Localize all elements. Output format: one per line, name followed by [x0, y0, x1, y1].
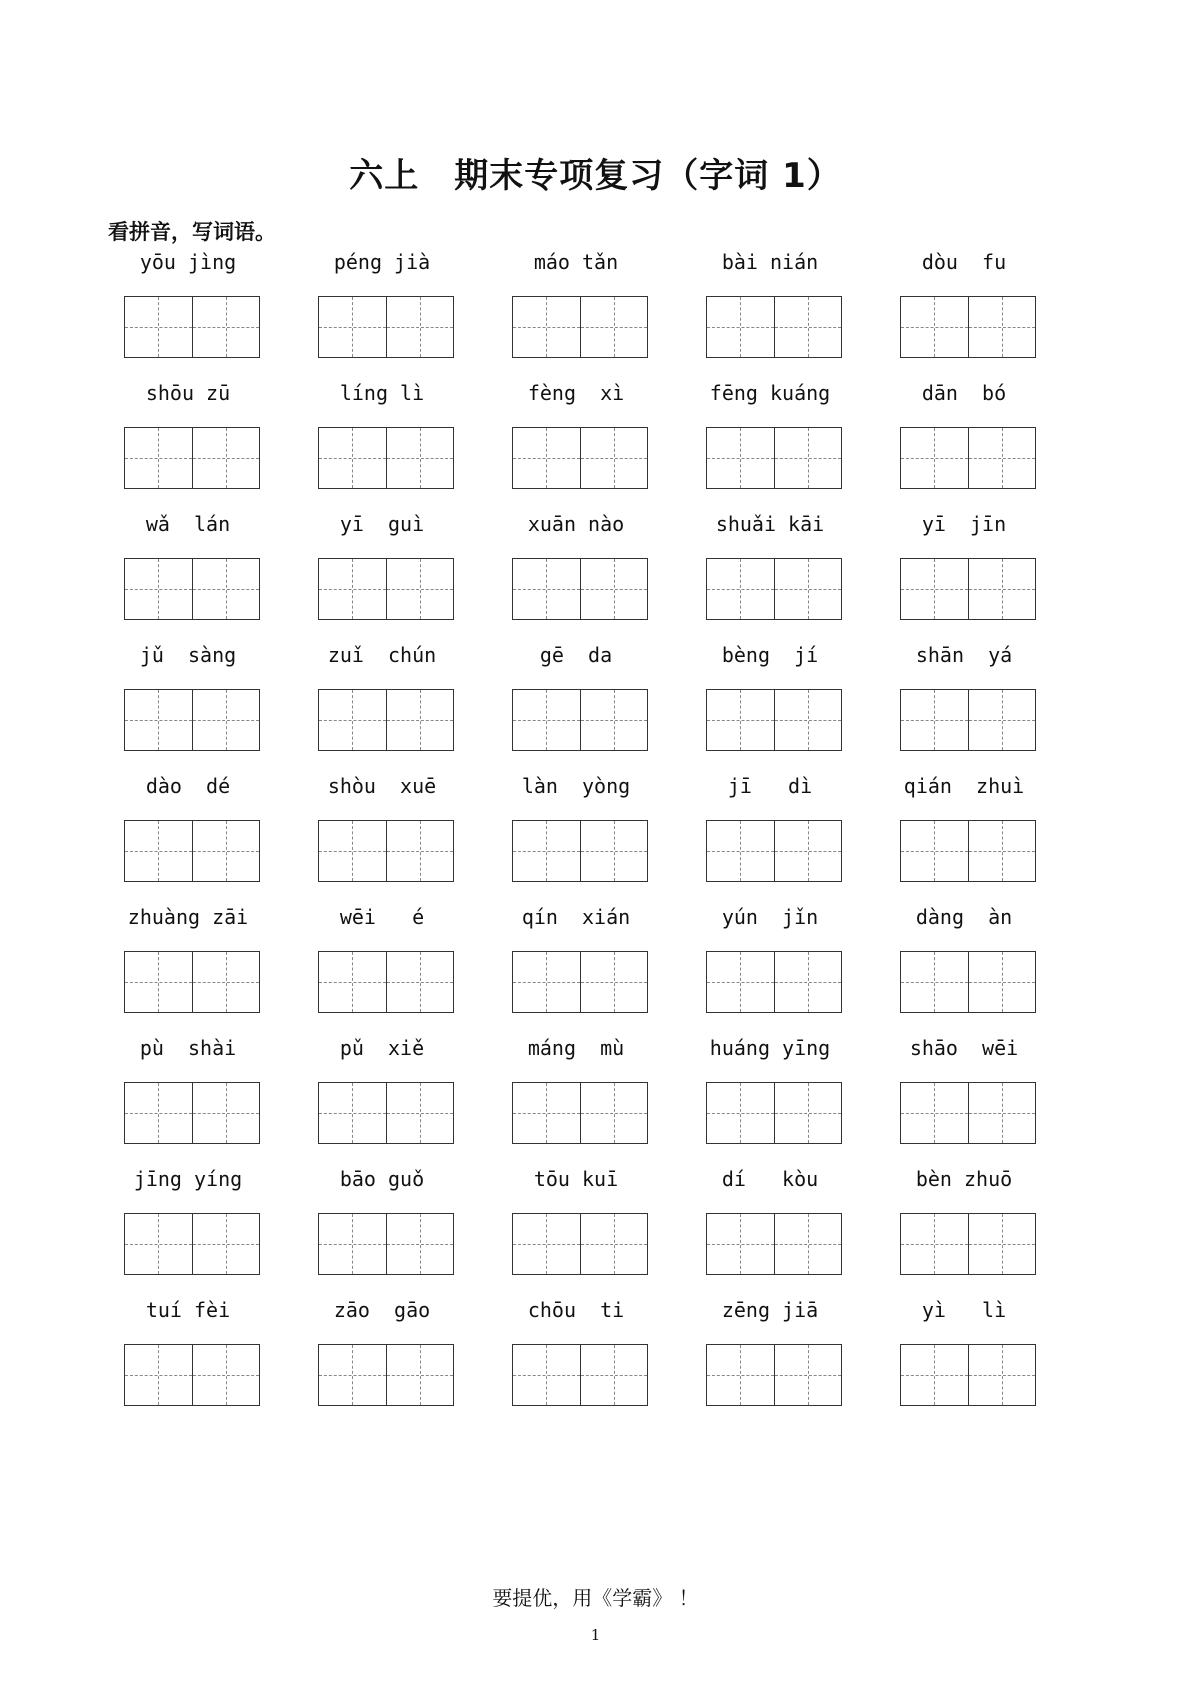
- writing-boxes: [318, 951, 454, 1013]
- pinyin-label: zuǐ chún: [327, 643, 437, 667]
- character-box[interactable]: [513, 1083, 580, 1143]
- character-box[interactable]: [192, 1083, 260, 1143]
- writing-boxes: [512, 1213, 648, 1275]
- word-item: [88, 905, 288, 1045]
- pinyin-label: líng lì: [339, 381, 425, 405]
- character-box[interactable]: [386, 297, 454, 357]
- writing-boxes: [900, 296, 1036, 358]
- character-box[interactable]: [707, 297, 774, 357]
- pinyin-label: jǔ sàng: [139, 643, 237, 667]
- character-box[interactable]: [774, 690, 842, 750]
- pinyin-label: fèng xì: [527, 381, 625, 405]
- character-box[interactable]: [319, 1083, 386, 1143]
- writing-boxes: [900, 1082, 1036, 1144]
- writing-boxes: [318, 427, 454, 489]
- character-box[interactable]: [192, 428, 260, 488]
- word-item: [476, 1298, 676, 1438]
- character-box[interactable]: [319, 1214, 386, 1274]
- pinyin-label: qián zhuì: [903, 774, 1025, 798]
- writing-boxes: [124, 296, 260, 358]
- word-item: [670, 512, 870, 652]
- character-box[interactable]: [192, 821, 260, 881]
- character-box[interactable]: [580, 821, 648, 881]
- pinyin-label: jī dì: [727, 774, 813, 798]
- character-box[interactable]: [580, 690, 648, 750]
- character-box[interactable]: [707, 690, 774, 750]
- writing-boxes: [512, 951, 648, 1013]
- writing-boxes: [706, 1082, 842, 1144]
- character-box[interactable]: [968, 1214, 1036, 1274]
- pinyin-label: tōu kuī: [533, 1167, 619, 1191]
- word-item: [476, 512, 676, 652]
- pinyin-label: gē da: [539, 643, 613, 667]
- word-item: [864, 250, 1064, 390]
- character-box[interactable]: [774, 559, 842, 619]
- writing-boxes: [706, 1344, 842, 1406]
- character-box[interactable]: [125, 1083, 192, 1143]
- word-item: [88, 381, 288, 521]
- pinyin-label: zēng jiā: [721, 1298, 819, 1322]
- word-item: [88, 1298, 288, 1438]
- character-box[interactable]: [580, 1214, 648, 1274]
- writing-boxes: [706, 296, 842, 358]
- word-item: [282, 1036, 482, 1176]
- character-box[interactable]: [707, 952, 774, 1012]
- word-item: [282, 1167, 482, 1307]
- character-box[interactable]: [513, 952, 580, 1012]
- character-box[interactable]: [968, 690, 1036, 750]
- pinyin-label: yún jǐn: [721, 905, 819, 929]
- word-item: [282, 905, 482, 1045]
- writing-boxes: [706, 820, 842, 882]
- character-box[interactable]: [125, 690, 192, 750]
- character-box[interactable]: [901, 1214, 968, 1274]
- character-box[interactable]: [386, 559, 454, 619]
- writing-boxes: [900, 558, 1036, 620]
- character-box[interactable]: [319, 952, 386, 1012]
- character-box[interactable]: [386, 1345, 454, 1405]
- pinyin-label: yī jīn: [921, 512, 1007, 536]
- character-box[interactable]: [125, 297, 192, 357]
- character-box[interactable]: [580, 1083, 648, 1143]
- character-box[interactable]: [319, 690, 386, 750]
- character-box[interactable]: [125, 1345, 192, 1405]
- writing-boxes: [512, 296, 648, 358]
- word-item: [864, 1167, 1064, 1307]
- pinyin-label: bèn zhuō: [915, 1167, 1013, 1191]
- character-box[interactable]: [774, 1083, 842, 1143]
- pinyin-label: xuān nào: [527, 512, 625, 536]
- word-item: [670, 250, 870, 390]
- footer-slogan: 要提优，用《学霸》 ！: [492, 1586, 699, 1610]
- character-box[interactable]: [580, 952, 648, 1012]
- pinyin-label: péng jià: [333, 250, 431, 274]
- writing-boxes: [124, 1344, 260, 1406]
- pinyin-label: jīng yíng: [133, 1167, 243, 1191]
- character-box[interactable]: [125, 1214, 192, 1274]
- character-box[interactable]: [513, 559, 580, 619]
- pinyin-label: dào dé: [145, 774, 231, 798]
- word-item: [476, 250, 676, 390]
- character-box[interactable]: [774, 428, 842, 488]
- character-box[interactable]: [774, 952, 842, 1012]
- word-item: [476, 774, 676, 914]
- word-item: [88, 512, 288, 652]
- character-box[interactable]: [901, 952, 968, 1012]
- character-box[interactable]: [513, 297, 580, 357]
- character-box[interactable]: [125, 952, 192, 1012]
- pinyin-label: pǔ xiě: [339, 1036, 425, 1060]
- character-box[interactable]: [774, 1214, 842, 1274]
- pinyin-label: dān bó: [921, 381, 1007, 405]
- character-box[interactable]: [901, 821, 968, 881]
- character-box[interactable]: [968, 559, 1036, 619]
- word-item: [282, 774, 482, 914]
- writing-boxes: [318, 1213, 454, 1275]
- writing-boxes: [124, 951, 260, 1013]
- word-item: [670, 381, 870, 521]
- word-item: [476, 905, 676, 1045]
- word-item: [88, 643, 288, 783]
- pinyin-label: máo tǎn: [533, 250, 619, 274]
- page-title: 六上 期末专项复习（字词 1）: [349, 156, 842, 196]
- writing-boxes: [900, 820, 1036, 882]
- writing-boxes: [706, 951, 842, 1013]
- writing-boxes: [900, 1213, 1036, 1275]
- word-item: [670, 774, 870, 914]
- writing-boxes: [512, 1344, 648, 1406]
- pinyin-label: pù shài: [139, 1036, 237, 1060]
- character-box[interactable]: [192, 1214, 260, 1274]
- word-item: [670, 905, 870, 1045]
- character-box[interactable]: [580, 428, 648, 488]
- character-box[interactable]: [707, 1214, 774, 1274]
- character-box[interactable]: [707, 559, 774, 619]
- writing-boxes: [318, 296, 454, 358]
- pinyin-label: yī guì: [339, 512, 425, 536]
- word-item: [476, 381, 676, 521]
- character-box[interactable]: [125, 428, 192, 488]
- character-box[interactable]: [580, 297, 648, 357]
- character-box[interactable]: [901, 690, 968, 750]
- word-item: [282, 1298, 482, 1438]
- character-box[interactable]: [192, 690, 260, 750]
- writing-boxes: [124, 558, 260, 620]
- pinyin-label: máng mù: [527, 1036, 625, 1060]
- character-box[interactable]: [192, 1345, 260, 1405]
- pinyin-label: shòu xuē: [327, 774, 437, 798]
- writing-boxes: [900, 427, 1036, 489]
- writing-boxes: [318, 558, 454, 620]
- character-box[interactable]: [319, 559, 386, 619]
- character-box[interactable]: [319, 821, 386, 881]
- character-box[interactable]: [192, 952, 260, 1012]
- pinyin-label: shān yá: [915, 643, 1013, 667]
- character-box[interactable]: [901, 1345, 968, 1405]
- writing-boxes: [512, 1082, 648, 1144]
- pinyin-label: yōu jìng: [139, 250, 237, 274]
- word-item: [864, 905, 1064, 1045]
- character-box[interactable]: [386, 952, 454, 1012]
- character-box[interactable]: [319, 297, 386, 357]
- word-item: [282, 381, 482, 521]
- character-box[interactable]: [319, 428, 386, 488]
- word-item: [88, 774, 288, 914]
- character-box[interactable]: [901, 559, 968, 619]
- word-item: [864, 1298, 1064, 1438]
- word-item: [476, 643, 676, 783]
- word-item: [670, 1036, 870, 1176]
- character-box[interactable]: [968, 1083, 1036, 1143]
- character-box[interactable]: [125, 821, 192, 881]
- character-box[interactable]: [580, 1345, 648, 1405]
- word-item: [476, 1167, 676, 1307]
- writing-boxes: [318, 689, 454, 751]
- word-item: [864, 774, 1064, 914]
- character-box[interactable]: [386, 690, 454, 750]
- word-item: [864, 643, 1064, 783]
- pinyin-label: shōu zū: [145, 381, 231, 405]
- word-item: [670, 1298, 870, 1438]
- character-box[interactable]: [774, 821, 842, 881]
- pinyin-label: bāo guǒ: [339, 1167, 425, 1191]
- writing-boxes: [512, 558, 648, 620]
- character-box[interactable]: [386, 1083, 454, 1143]
- writing-boxes: [900, 689, 1036, 751]
- writing-boxes: [706, 689, 842, 751]
- character-box[interactable]: [513, 428, 580, 488]
- word-item: [670, 643, 870, 783]
- word-item: [88, 250, 288, 390]
- character-box[interactable]: [707, 1345, 774, 1405]
- character-box[interactable]: [968, 821, 1036, 881]
- writing-boxes: [124, 820, 260, 882]
- word-item: [864, 512, 1064, 652]
- character-box[interactable]: [386, 821, 454, 881]
- character-box[interactable]: [901, 297, 968, 357]
- pinyin-label: wǎ lán: [145, 512, 231, 536]
- character-box[interactable]: [774, 1345, 842, 1405]
- pinyin-label: zhuàng zāi: [127, 905, 249, 929]
- word-item: [864, 1036, 1064, 1176]
- instruction: 看拼音，写词语。: [108, 220, 276, 244]
- character-box[interactable]: [968, 952, 1036, 1012]
- character-box[interactable]: [513, 690, 580, 750]
- word-item: [864, 381, 1064, 521]
- writing-boxes: [512, 820, 648, 882]
- pinyin-label: bèng jí: [721, 643, 819, 667]
- writing-boxes: [900, 951, 1036, 1013]
- writing-boxes: [706, 1213, 842, 1275]
- writing-boxes: [706, 558, 842, 620]
- character-box[interactable]: [580, 559, 648, 619]
- pinyin-label: bài nián: [721, 250, 819, 274]
- writing-boxes: [318, 1344, 454, 1406]
- writing-boxes: [318, 820, 454, 882]
- pinyin-label: shāo wēi: [909, 1036, 1019, 1060]
- character-box[interactable]: [968, 428, 1036, 488]
- pinyin-label: zāo gāo: [333, 1298, 431, 1322]
- writing-boxes: [318, 1082, 454, 1144]
- pinyin-label: tuí fèi: [145, 1298, 231, 1322]
- character-box[interactable]: [125, 559, 192, 619]
- character-box[interactable]: [319, 1345, 386, 1405]
- writing-boxes: [706, 427, 842, 489]
- word-item: [282, 250, 482, 390]
- word-item: [282, 643, 482, 783]
- word-item: [670, 1167, 870, 1307]
- pinyin-label: qín xián: [521, 905, 631, 929]
- character-box[interactable]: [968, 1345, 1036, 1405]
- writing-boxes: [124, 427, 260, 489]
- word-item: [88, 1167, 288, 1307]
- character-box[interactable]: [192, 559, 260, 619]
- pinyin-label: wēi é: [339, 905, 425, 929]
- character-box[interactable]: [774, 297, 842, 357]
- page-number: 1: [590, 1626, 601, 1644]
- word-item: [88, 1036, 288, 1176]
- writing-boxes: [512, 689, 648, 751]
- word-item: [282, 512, 482, 652]
- pinyin-label: làn yòng: [521, 774, 631, 798]
- character-box[interactable]: [707, 428, 774, 488]
- character-box[interactable]: [192, 297, 260, 357]
- character-box[interactable]: [386, 428, 454, 488]
- character-box[interactable]: [707, 821, 774, 881]
- pinyin-label: shuǎi kāi: [715, 512, 825, 536]
- writing-boxes: [124, 1082, 260, 1144]
- character-box[interactable]: [901, 1083, 968, 1143]
- pinyin-label: yì lì: [921, 1298, 1007, 1322]
- writing-boxes: [124, 689, 260, 751]
- writing-boxes: [512, 427, 648, 489]
- character-box[interactable]: [386, 1214, 454, 1274]
- character-box[interactable]: [513, 1345, 580, 1405]
- pinyin-label: dòu fu: [921, 250, 1007, 274]
- character-box[interactable]: [968, 297, 1036, 357]
- character-box[interactable]: [901, 428, 968, 488]
- pinyin-label: fēng kuáng: [709, 381, 831, 405]
- writing-boxes: [900, 1344, 1036, 1406]
- pinyin-label: dí kòu: [721, 1167, 819, 1191]
- character-box[interactable]: [707, 1083, 774, 1143]
- writing-boxes: [124, 1213, 260, 1275]
- pinyin-label: huáng yīng: [709, 1036, 831, 1060]
- pinyin-label: chōu ti: [527, 1298, 625, 1322]
- character-box[interactable]: [513, 821, 580, 881]
- character-box[interactable]: [513, 1214, 580, 1274]
- pinyin-label: dàng àn: [915, 905, 1013, 929]
- word-item: [476, 1036, 676, 1176]
